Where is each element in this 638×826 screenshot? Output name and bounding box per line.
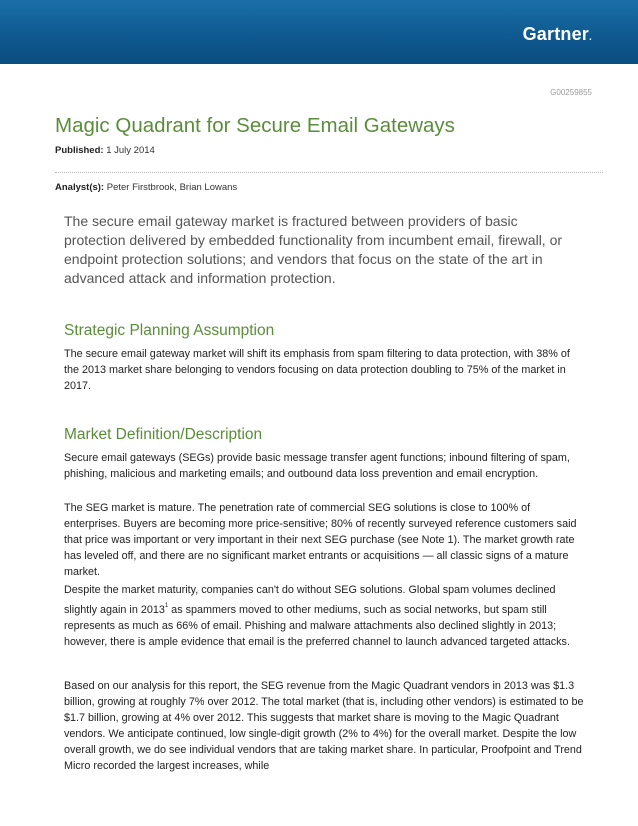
- market-definition-paragraph-2: The SEG market is mature. The penetration rate of commercial SEG solutions is close to 100% of enterprises. Buyers are becoming more price-sensitive; 80% of recently surveyed reference customers said that price was important or very important in their next SEG purchase (see Note 1). The market growth rate has leveled off, and there are no significant market entrants or acquisitions — all classic signs of a mature market.: [64, 502, 577, 578]
- section-body-strategic-planning: The secure email gateway market will shift its emphasis from spam filtering to data protection, with 38% of the 2013 market share belonging to vendors focusing on data protection doubling to 75% of the market in 2017.: [64, 348, 570, 392]
- summary-text: The secure email gateway market is fractured between providers of basic protection delivered by embedded functionality from incumbent email, firewall, or endpoint protection solutions; and vendors that focus on the state of the art in advanced attack and information protection.: [64, 213, 563, 286]
- published-label: Published:: [55, 145, 104, 156]
- document-id: G00259855: [550, 88, 592, 97]
- section-heading-strategic-planning: Strategic Planning Assumption: [64, 322, 275, 339]
- page-title: Magic Quadrant for Secure Email Gateways: [55, 114, 455, 137]
- dotted-divider: [55, 172, 603, 173]
- logo-dot: .: [589, 32, 592, 43]
- paragraph-3-end: as spammers moved to other mediums, such as social networks, but spam still represents as much as 66% of email. Phishing and malware attachments also declined slightly in 2013; however, there is ample evidence that email is the preferred channel to launch advanced targeted attacks.: [64, 604, 570, 648]
- published-date: 1 July 2014: [106, 145, 155, 156]
- analysts-label: Analyst(s):: [55, 182, 105, 193]
- logo-text: Gartner: [522, 24, 590, 44]
- header-banner: [0, 0, 638, 64]
- footnote-ref[interactable]: 1: [164, 603, 169, 609]
- market-definition-paragraph-1: Secure email gateways (SEGs) provide basic message transfer agent functions; inbound filtering of spam, phishing, malicious and marketing emails; and outbound data loss prevention and email encryption.: [64, 452, 570, 480]
- section-heading-market-definition: Market Definition/Description: [64, 426, 263, 443]
- analysts-names: Peter Firstbrook, Brian Lowans: [106, 182, 238, 193]
- paragraph-3-start: Despite the market maturity, companies can't do without SEG solutions. Global spam volumes declined slightly again in 2013: [64, 584, 556, 616]
- gartner-logo: [523, 24, 592, 45]
- market-definition-paragraph-4: Based on our analysis for this report, the SEG revenue from the Magic Quadrant vendors in 2013 was $1.3 billion, growing at roughly 7% over 2012. The total market (that is, including other vendors) is estimated to be $1.7 billion, growing at 4% over 2012. This suggests that market share is moving to the Magic Quadrant vendors. We anticipate continued, low single-digit growth (2% to 4%) for the overall market. Despite the low overall growth, we do see individual vendors that are taking market share. In particular, Proofpoint and Trend Micro recorded the largest increases, while: [64, 680, 584, 772]
- analysts-line: [55, 182, 237, 193]
- published-line: [55, 145, 155, 156]
- market-definition-paragraph-3: [64, 582, 584, 650]
